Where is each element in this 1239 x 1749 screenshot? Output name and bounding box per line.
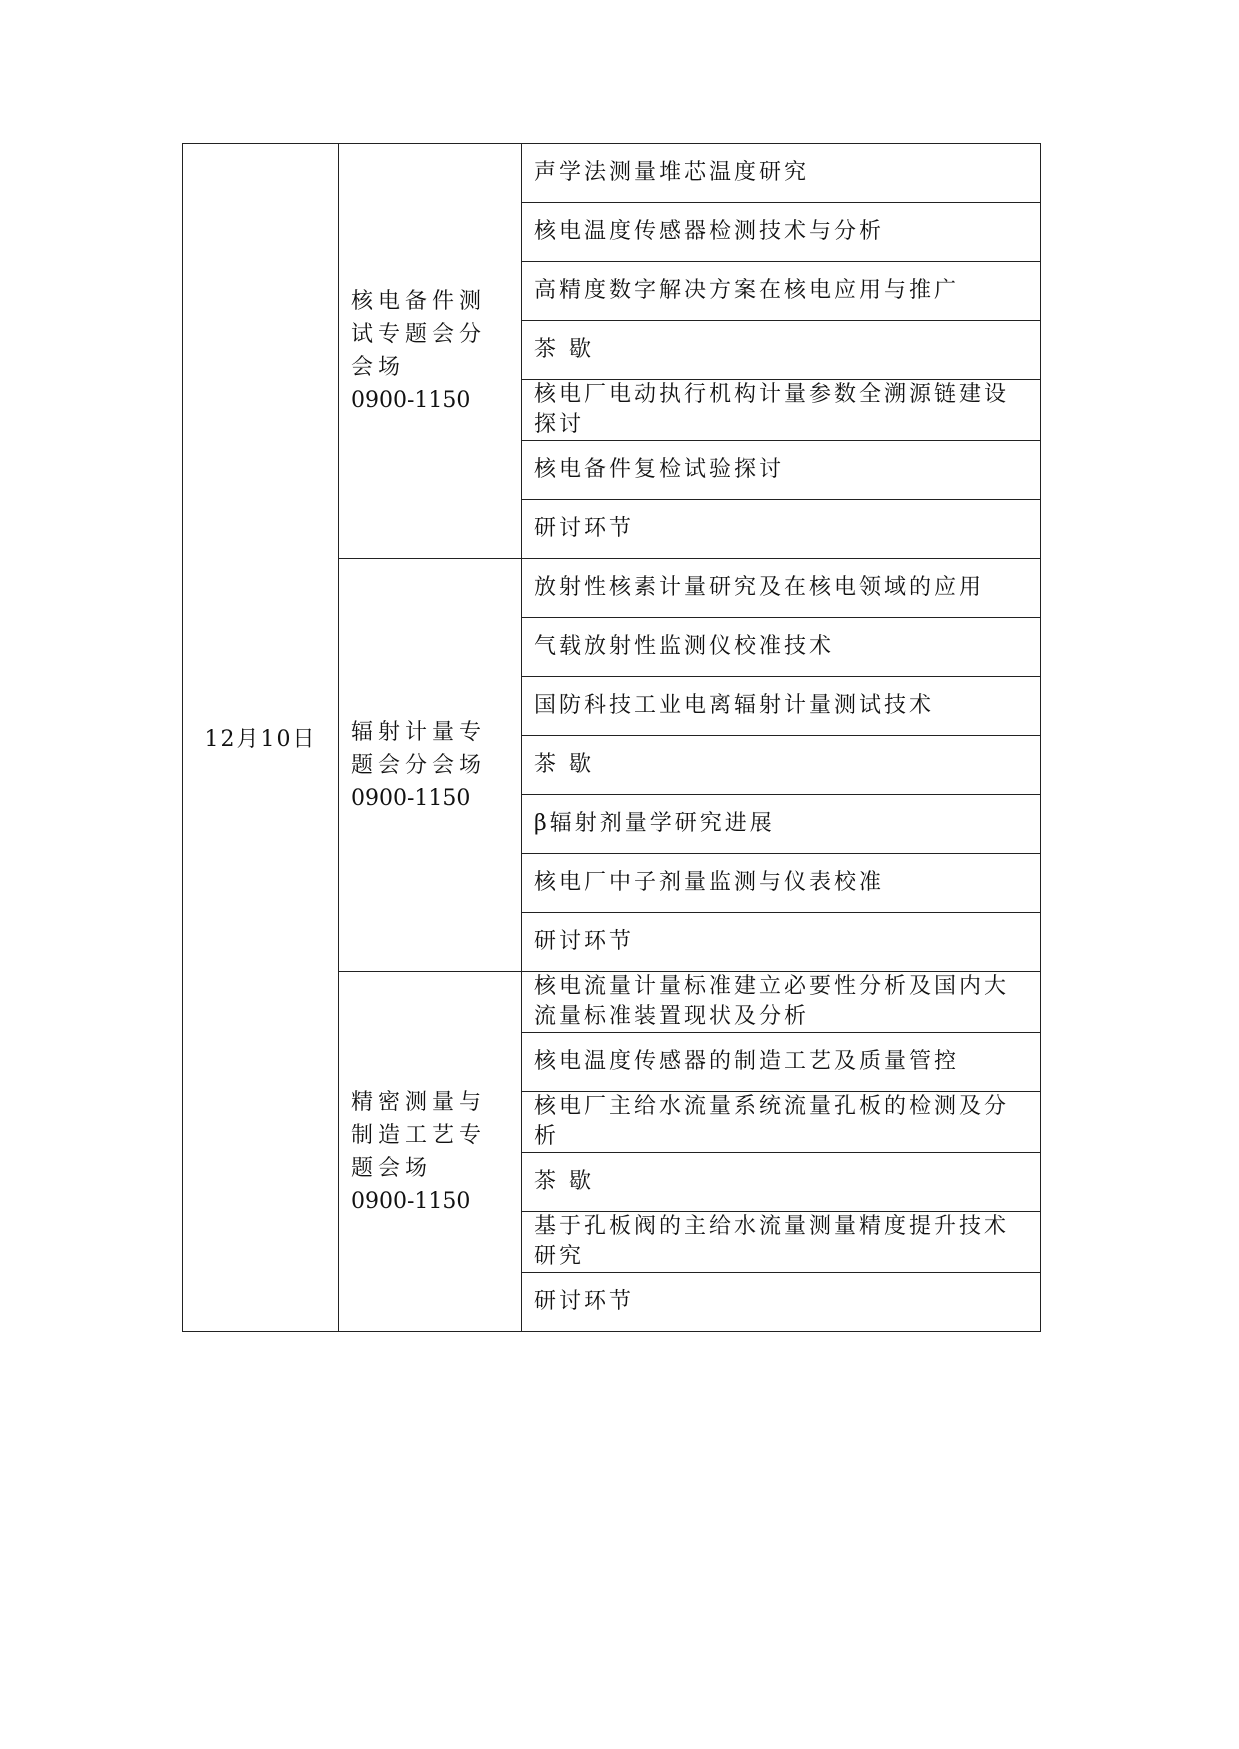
session-name: 核电备件测试专题会分会场: [351, 289, 487, 380]
schedule-table: [182, 143, 1041, 1332]
session-time: 0900-1150: [351, 388, 471, 413]
session-time: 0900-1150: [351, 1188, 471, 1214]
topic-cell: 核电厂中子剂量监测与仪表校准: [522, 854, 1041, 913]
session-name: 辐射计量专题会分会场: [351, 719, 487, 778]
topic-cell: 核电流量计量标准建立必要性分析及国内大流量标准装置现状及分析: [522, 972, 1041, 1033]
topic-cell: 核电温度传感器的制造工艺及质量管控: [522, 1033, 1041, 1092]
topic-cell: 研讨环节: [522, 1273, 1041, 1332]
topic-cell: 高精度数字解决方案在核电应用与推广: [522, 262, 1041, 321]
topic-cell: 气载放射性监测仪校准技术: [522, 618, 1041, 677]
topic-cell: 茶 歇: [522, 736, 1041, 795]
session-cell-precision-measurement: [339, 972, 522, 1332]
topic-cell: 核电厂电动执行机构计量参数全溯源链建设探讨: [522, 380, 1041, 441]
session-cell-nuclear-spare-parts: [339, 144, 522, 559]
topic-cell: 茶 歇: [522, 321, 1041, 380]
topic-cell: 核电备件复检试验探讨: [522, 441, 1041, 500]
topic-cell: 研讨环节: [522, 913, 1041, 972]
topic-cell: 放射性核素计量研究及在核电领域的应用: [522, 559, 1041, 618]
topic-cell: 研讨环节: [522, 500, 1041, 559]
topic-cell: 核电温度传感器检测技术与分析: [522, 203, 1041, 262]
topic-cell: 国防科技工业电离辐射计量测试技术: [522, 677, 1041, 736]
topic-cell: 声学法测量堆芯温度研究: [522, 144, 1041, 203]
session-cell-radiation-metrology: [339, 559, 522, 972]
topic-cell: 基于孔板阀的主给水流量测量精度提升技术研究: [522, 1212, 1041, 1273]
session-time: 0900-1150: [351, 785, 471, 811]
session-name: 精密测量与制造工艺专题会场: [351, 1089, 487, 1181]
topic-cell: 茶 歇: [522, 1153, 1041, 1212]
table-row: [183, 144, 1041, 203]
topic-cell: β辐射剂量学研究进展: [522, 795, 1041, 854]
topic-cell: 核电厂主给水流量系统流量孔板的检测及分析: [522, 1092, 1041, 1153]
date-cell: 12月10日: [183, 144, 339, 1332]
